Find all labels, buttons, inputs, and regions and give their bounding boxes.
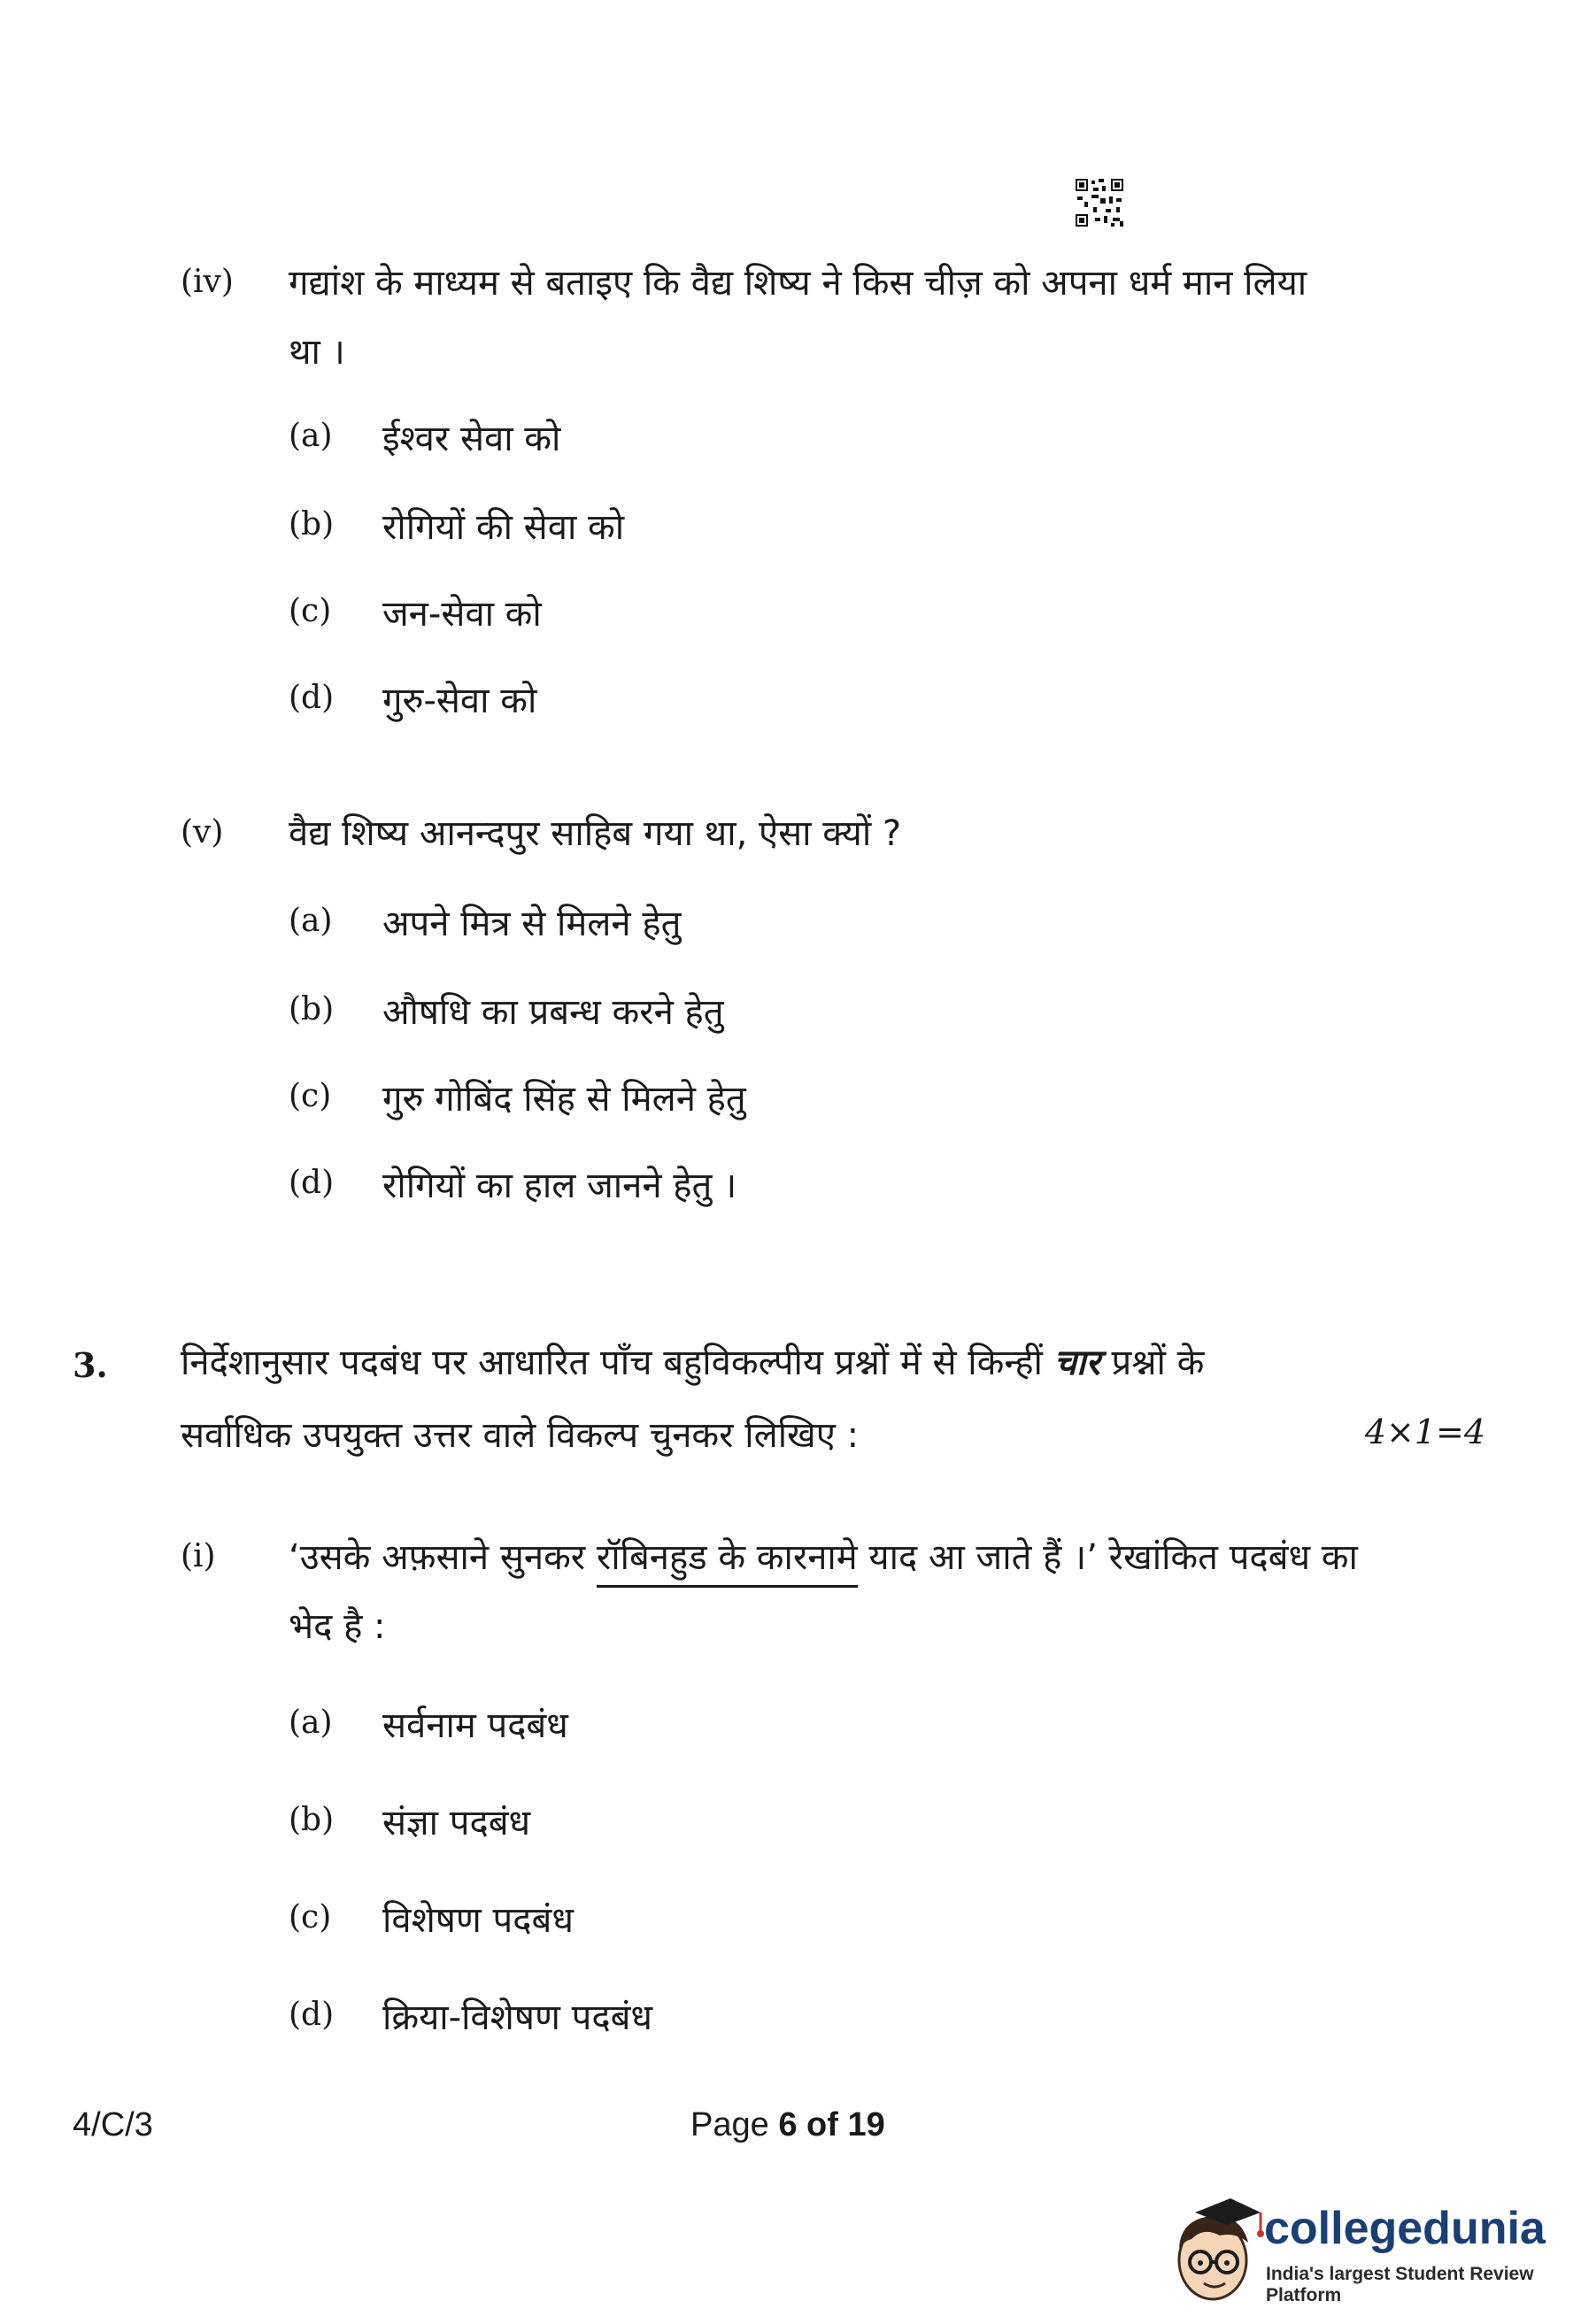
question-number: (iv) [181,264,234,300]
qr-code [1074,177,1125,228]
option-label: (b) [289,1802,335,1838]
option-text: संज्ञा पदबंध [382,1803,531,1843]
question-instruction-cont: सर्वाधिक उपयुक्त उत्तर वाले विकल्प चुनकर लिखिए : [181,1415,860,1456]
option-label: (a) [289,903,333,939]
question-number: (v) [181,814,224,850]
option-label: (c) [289,1899,332,1935]
option-label: (a) [289,1705,333,1741]
option-label: (c) [289,593,332,629]
option-label: (c) [289,1078,332,1114]
question-text: गद्यांश के माध्यम से बताइए कि वैद्य शिष्य ने किस चीज़ को अपना धर्म मान लिया [289,263,1307,304]
option-text: सर्वनाम पदबंध [382,1705,568,1746]
paper-code: 4/C/3 [73,2106,153,2143]
option-label: (b) [289,991,335,1027]
underlined-phrase: रॉबिनहुड के कारनामे [597,1537,858,1588]
emphasis-text: चार [1053,1343,1100,1383]
question-text: वैद्य शिष्य आनन्दपुर साहिब गया था, ऐसा क्यों ? [289,813,902,854]
mascot-icon [1168,2186,1266,2310]
option-text: क्रिया-विशेषण पदबंध [382,1997,653,2038]
question-text-cont: भेद है : [289,1606,386,1647]
question-number: (i) [181,1538,216,1574]
option-label: (d) [289,1997,335,2033]
question-number-main: 3. [73,1345,108,1385]
option-text: ईश्वर सेवा को [382,419,561,459]
option-label: (d) [289,1165,335,1201]
option-text: गुरु-सेवा को [382,681,537,721]
option-text: विशेषण पदबंध [382,1900,574,1941]
option-label: (b) [289,506,335,543]
option-text: औषधि का प्रबन्ध करने हेतु [382,992,724,1033]
option-label: (a) [289,418,333,454]
option-label: (d) [289,680,335,716]
question-text-cont: था । [289,332,345,373]
option-text: रोगियों की सेवा को [382,507,625,548]
brand-name: collegedunia [1264,2203,1546,2254]
page-number: Page 6 of 19 [690,2106,885,2143]
question-text: ‘उसके अफ़साने सुनकर रॉबिनहुड के कारनामे याद आ जाते हैं ।’ रेखांकित पदबंध का [289,1531,1358,1580]
option-text: अपने मित्र से मिलने हेतु [382,904,682,944]
brand-tagline: India's largest Student Review Platform [1266,2264,1534,2305]
marks-allocation: 4×1=4 [1364,1412,1485,1451]
option-text: जन-सेवा को [382,594,542,635]
option-text: गुरु गोबिंद सिंह से मिलने हेतु [382,1079,746,1120]
option-text: रोगियों का हाल जानने हेतु । [382,1166,737,1206]
question-instruction: निर्देशानुसार पदबंध पर आधारित पाँच बहुविकल्पीय प्रश्नों में से किन्हीं चार प्रश्नों के [181,1343,1205,1383]
collegedunia-logo [1168,2186,1567,2310]
